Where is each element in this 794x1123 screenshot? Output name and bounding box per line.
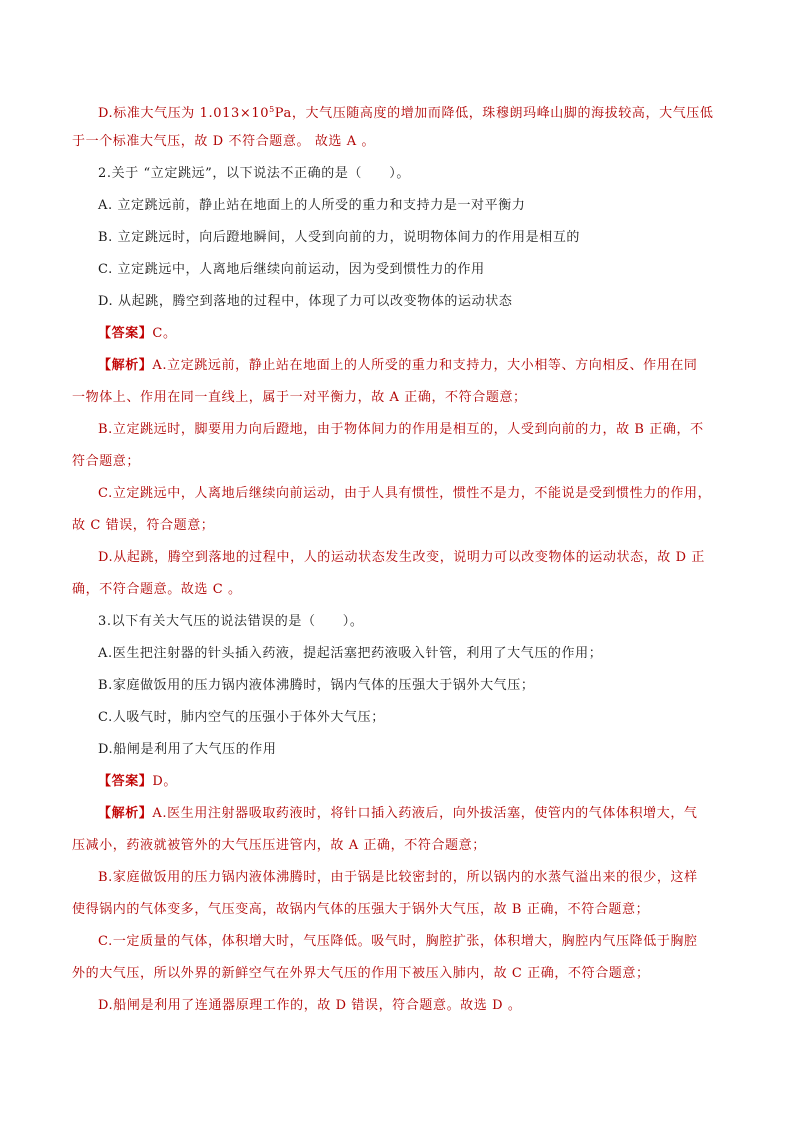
analysis-text: A.医生用注射器吸取药液时，将针口插入药液后，向外拔活塞，使管内的气体体积增大，气 (152, 806, 698, 821)
q2-analysis-a-line2: 一物体上、作用在同一直线上，属于一对平衡力，故 A 正确，不符合题意； (72, 390, 527, 405)
prev-analysis-d-line2: 于一个标准大气压，故 D 不符合题意。 故选 A 。 (72, 134, 376, 149)
analysis-tag: 【解析】 (98, 806, 153, 821)
q3-option-c: C.人吸气时，肺内空气的压强小于体外大气压； (98, 710, 385, 725)
analysis-text: A.立定跳远前，静止站在地面上的人所受的重力和支持力，大小相等、方向相反、作用在同 (152, 358, 698, 373)
q3-option-a: A.医生把注射器的针头插入药液，提起活塞把药液吸入针管，利用了大气压的作用； (98, 646, 603, 661)
q2-analysis-b-line2: 符合题意； (72, 454, 141, 469)
q3-option-d: D.船闸是利用了大气压的作用 (98, 742, 277, 757)
q2-analysis-c-line1: C.立定跳远中，人离地后继续向前运动，由于人具有惯性，惯性不是力，不能说是受到惯性力的作用， (98, 486, 712, 501)
q2-option-c: C. 立定跳远中，人离地后继续向前运动，因为受到惯性力的作用 (98, 262, 485, 277)
q3-analysis-c-line1: C.一定质量的气体，体积增大时，气压降低。吸气时，胸腔扩张，体积增大，胸腔内气压降低于胸腔 (98, 934, 698, 949)
exponent: 5 (269, 105, 275, 114)
q3-analysis-c-line2: 外的大气压，所以外界的新鲜空气在外界大气压的作用下被压入肺内，故 C 正确，不符合题意； (72, 966, 650, 981)
q3-analysis-b-line2: 使得锅内的气体变多，气压变高，故锅内气体的压强大于锅外大气压，故 B 正确，不符合题意； (72, 902, 650, 917)
q2-answer (98, 325, 177, 343)
q2-analysis-d-line1: D.从起跳，腾空到落地的过程中，人的运动状态发生改变，说明力可以改变物体的运动状态，故 D 正 (98, 550, 705, 565)
analysis-tag: 【解析】 (98, 358, 153, 373)
prev-analysis-d-line1 (98, 101, 714, 123)
q2-analysis-a-line1 (98, 357, 698, 375)
q3-analysis-a-line2: 压减小，药液就被管外的大气压压进管内，故 A 正确，不符合题意； (72, 838, 486, 853)
q2-option-a: A. 立定跳远前，静止站在地面上的人所受的重力和支持力是一对平衡力 (98, 198, 526, 213)
answer-value: C。 (152, 326, 177, 341)
prev-d-text-cont: Pa，大气压随高度的增加而降低，珠穆朗玛峰山脚的海拔较高，大气压低 (274, 106, 714, 121)
q3-analysis-a-line1 (98, 805, 698, 823)
answer-tag: 【答案】 (98, 774, 153, 789)
q2-option-b: B. 立定跳远时，向后蹬地瞬间，人受到向前的力，说明物体间力的作用是相互的 (98, 230, 581, 245)
answer-tag: 【答案】 (98, 326, 153, 341)
q2-analysis-b-line1: B.立定跳远时，脚要用力向后蹬地，由于物体间力的作用是相互的，人受到向前的力，故 B 正确，不 (98, 422, 704, 437)
q2-analysis-c-line2: 故 C 错误，符合题意； (72, 518, 215, 533)
q3-analysis-d-line1: D.船闸是利用了连通器原理工作的，故 D 错误，符合题意。故选 D 。 (98, 998, 522, 1013)
q2-analysis-d-line2: 确，不符合题意。故选 C 。 (72, 582, 242, 597)
prev-d-text: D.标准大气压为 1.013×10 (98, 106, 270, 121)
q3-analysis-b-line1: B.家庭做饭用的压力锅内液体沸腾时，由于锅是比较密封的，所以锅内的水蒸气溢出来的很少，这样 (98, 870, 698, 885)
q2-option-d: D. 从起跳，腾空到落地的过程中，体现了力可以改变物体的运动状态 (98, 294, 513, 309)
q3-option-b: B.家庭做饭用的压力锅内液体沸腾时，锅内气体的压强大于锅外大气压； (98, 678, 535, 693)
q2-stem: 2.关于 “立定跳远”，以下说法不正确的是（ ）。 (98, 166, 410, 181)
q3-stem: 3.以下有关大气压的说法错误的是（ ）。 (98, 614, 364, 629)
answer-value: D。 (152, 774, 178, 789)
q3-answer (98, 773, 177, 791)
